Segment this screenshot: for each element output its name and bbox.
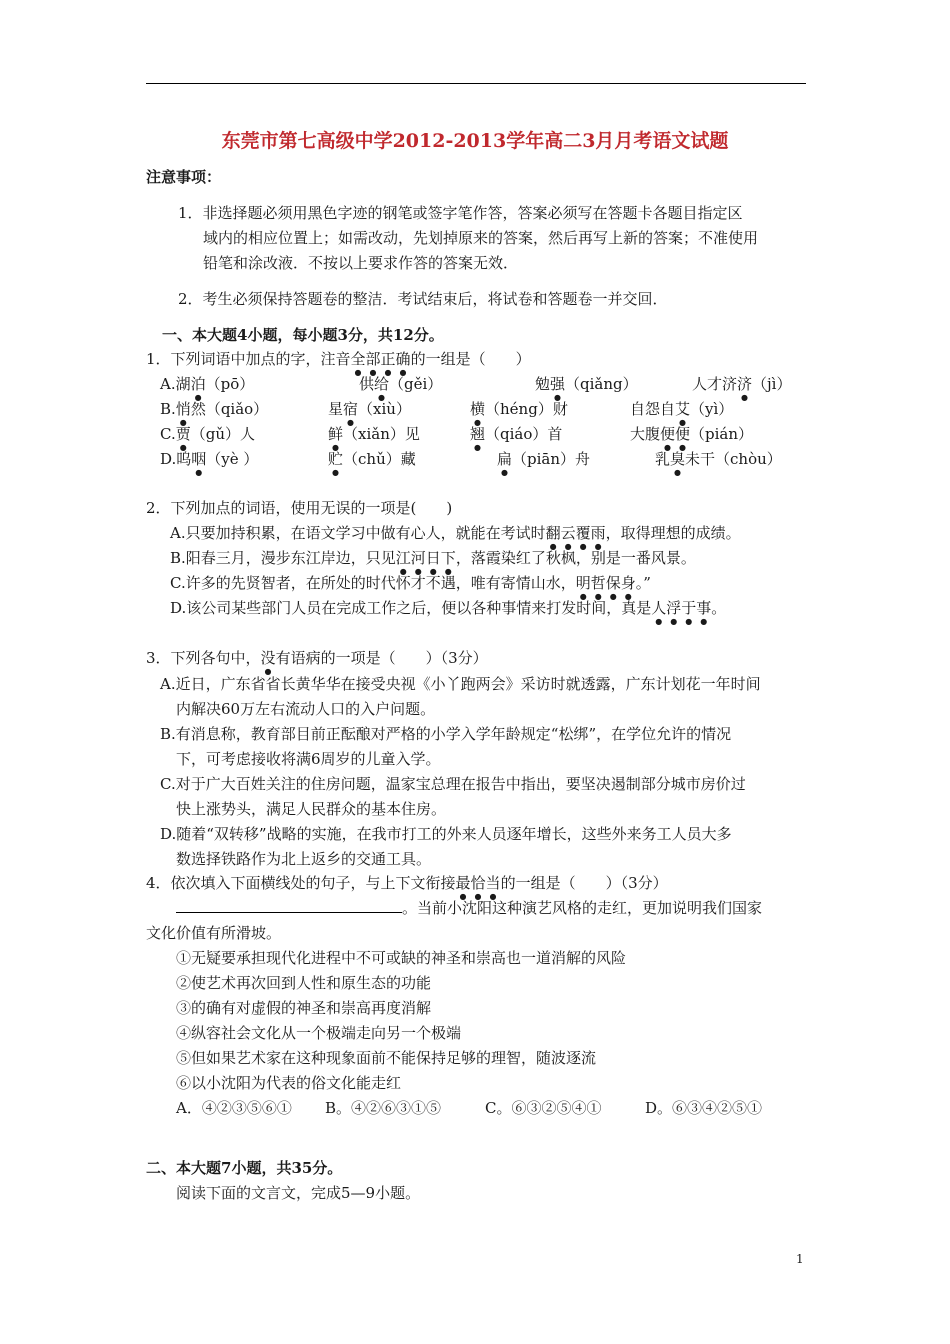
q3-option-c-line-2: 快上涨势头，满足人民群众的基本住房。	[176, 800, 447, 818]
q4-sentence-2: ②使艺术再次回到人性和原生态的功能	[176, 974, 432, 992]
note-2: 2．考生必须保持答题卷的整洁．考试结束后，将试卷和答题卷一并交回．	[178, 290, 668, 308]
q4-line-1: 。当前小沈阳这种演艺风格的走红，更加说明我们国家	[176, 897, 762, 919]
q1-option-c-3: 翘（qiáo）首	[470, 425, 563, 443]
answer-blank	[176, 898, 402, 913]
q1-option-a-2: 供给（gěi）	[359, 375, 443, 393]
q4-sentence-4: ④纵容社会文化从一个极端走向另一个极端	[176, 1024, 462, 1042]
q3-option-b-line-2: 下，可考虑接收将满6周岁的儿童入学。	[176, 750, 441, 768]
q1-option-b-2: 星宿（xiù）	[328, 400, 411, 418]
section-1-heading: 一、本大题4小题，每小题3分，共12分。	[162, 326, 444, 344]
q1-option-a-4: 人才济济（jì）	[692, 375, 792, 393]
q3-option-d-line-1: D.随着“双转移”战略的实施，在我市打工的外来人员逐年增长，这些外来务工人员大多	[160, 825, 732, 843]
q1-option-a-1: A.湖泊（pō）	[160, 375, 255, 393]
q2-option-a: A.只要加持积累，在语文学习中做有心人，就能在考试时翻云覆雨，取得理想的成绩。	[170, 524, 741, 542]
q4-choice-a: A．④②③⑤⑥①	[176, 1099, 292, 1117]
section-2-heading: 二、本大题7小题，共35分。	[146, 1159, 343, 1177]
q2-option-c: C.许多的先贤智者，在所处的时代怀才不遇，唯有寄情山水，明哲保身。”	[170, 574, 651, 592]
page-number: 1	[796, 1252, 804, 1266]
q3-option-c-line-1: C.对于广大百姓关注的住房问题，温家宝总理在报告中指出，要坚决遏制部分城市房价过	[160, 775, 746, 793]
note-1-line-2: 域内的相应位置上；如需改动，先划掉原来的答案，然后再写上新的答案；不准使用	[203, 229, 759, 247]
q3-stem: 3．下列各句中，没有语病的一项是（ ）（3分）	[146, 649, 488, 667]
q1-option-c-1: C.贾（gǔ）人	[160, 425, 255, 443]
q2-stem: 2．下列加点的词语，使用无误的一项是( )	[146, 499, 453, 517]
q4-sentence-5: ⑤但如果艺术家在这种现象面前不能保持足够的理智，随波逐流	[176, 1049, 597, 1067]
q4-choice-b: B。④②⑥③①⑤	[325, 1099, 442, 1117]
note-1-line-1: 1．非选择题必须用黑色字迹的钢笔或签字笔作答，答案必须写在答题卡各题目指定区	[178, 204, 743, 222]
q3-option-a-line-2: 内解决60万左右流动人口的入户问题。	[176, 700, 436, 718]
q1-option-b-1: B.悄然（qiǎo）	[160, 400, 269, 418]
note-1-line-3: 铅笔和涂改液．不按以上要求作答的答案无效．	[203, 254, 519, 272]
q1-stem: 1．下列词语中加点的字，注音全部正确的一组是（ ）	[146, 350, 531, 368]
notes-heading: 注意事项：	[146, 168, 222, 186]
q1-option-d-1: D.呜咽（yè ）	[160, 450, 259, 468]
q1-option-d-4: 乳臭未干（chòu）	[655, 450, 782, 468]
q1-option-d-3: 扁（piān）舟	[497, 450, 591, 468]
q3-option-a-line-1: A.近日，广东省省长黄华华在接受央视《小丫跑两会》采访时就透露，广东计划花一年时间	[160, 675, 761, 693]
q1-option-c-2: 鲜（xiǎn）见	[328, 425, 420, 443]
q2-option-b: B.阳春三月，漫步东江岸边，只见江河日下，落霞染红了秋枫，别是一番风景。	[170, 549, 696, 567]
q1-option-d-2: 贮（chǔ）藏	[328, 450, 416, 468]
q1-option-c-4: 大腹便便（pián）	[630, 425, 754, 443]
q4-choice-c: C。⑥③②⑤④①	[485, 1099, 602, 1117]
q4-sentence-3: ③的确有对虚假的神圣和崇高再度消解	[176, 999, 432, 1017]
q1-option-b-4: 自怨自艾（yì）	[630, 400, 734, 418]
q1-option-a-3: 勉强（qiǎng）	[535, 375, 638, 393]
q3-option-d-line-2: 数选择铁路作为北上返乡的交通工具。	[176, 850, 432, 868]
section-2-intro: 阅读下面的文言文，完成5—9小题。	[176, 1184, 421, 1202]
exam-title: 东莞市第七高级中学2012-2013学年高二3月月考语文试题	[221, 130, 729, 152]
header-rule	[146, 83, 806, 84]
q4-sentence-6: ⑥以小沈阳为代表的俗文化能走红	[176, 1074, 402, 1092]
q4-line-2: 文化价值有所滑坡。	[146, 924, 282, 942]
q4-choice-d: D。⑥③④②⑤①	[645, 1099, 763, 1117]
q2-option-d: D.该公司某些部门人员在完成工作之后，便以各种事情来打发时间，真是人浮于事。	[170, 599, 727, 617]
q1-option-b-3: 横（héng）财	[470, 400, 568, 418]
q4-stem: 4．依次填入下面横线处的句子，与上下文衔接最恰当的一组是（ ）（3分）	[146, 874, 668, 892]
q3-option-b-line-1: B.有消息称，教育部目前正酝酿对严格的小学入学年龄规定“松绑”，在学位允许的情况	[160, 725, 732, 743]
q4-sentence-1: ①无疑要承担现代化进程中不可或缺的神圣和崇高也一道消解的风险	[176, 949, 627, 967]
